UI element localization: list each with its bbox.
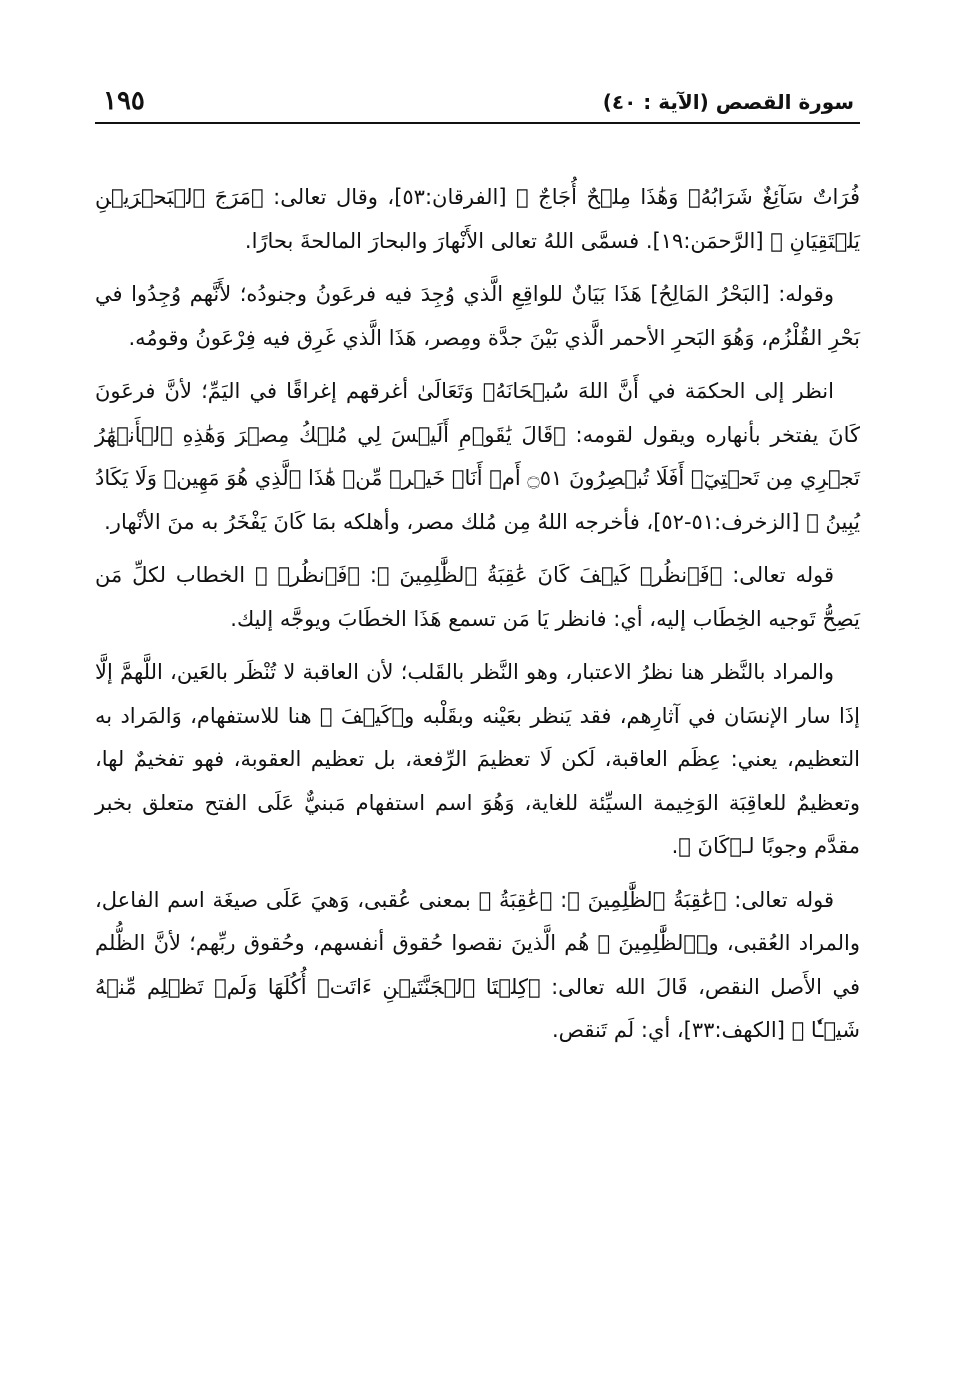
paragraph-3: انظر إلى الحكمَة في أَنَّ اللهَ سُبۡحَانَهُۥ وَتَعَالَىٰ أغرقهم إغراقًا في اليَمِّ؛ لأنَّ فرعَونَ كَانَ يفتخر بأنهاره ويقول لقومه: ﴿قَالَ يَٰقَوۡمِ أَلَيۡسَ لِي مُلۡكُ مِصۡرَ وَهَٰذِهِ ٱلۡأَنۡهَٰرُ تَجۡرِي مِن تَحۡتِيٓۚ أَفَلَا تُبۡصِرُونَ ۝٥١ أَمۡ أَنَا۠ خَيۡرٞ مِّنۡ هَٰذَا ٱلَّذِي هُوَ مَهِينٞ وَلَا يَكَادُ يُبِينُ ﴾ [الزخرف:٥١-٥٢]، فأخرجه اللهُ مِن مُلك مصر، وأهلكه بمَا كَانَ يَفْخَرُ به منَ الأنْهار. xyxy=(95,379,860,534)
paragraph-5: والمراد بالنَّظر هنا نظرُ الاعتبار، وهو النَّظر بالقَلب؛ لأن العاقبة لا تُنْظَر بالعَين، اللَّهمَّ إلَّا إذَا سار الإنسَان في آثارِهم، فقد يَنظر بعَيْنه وبقَلْبه و﴿كَيۡفَ ﴾ هنا للاستفهام، وَالمَراد به التعظيم، يعني: عِظَم العاقبة، لَكن لَا تعظيمَ الرِّفعة، بل تعظيم العقوبة، فهو تفخيمٌ لها، وتعظيمٌ للعاقِبَة الوَخِيمة السيِّئة للغاية، وَهُوَ اسم استفهام مَبنيٌّ عَلَى الفتح متعلق بخبر مقدَّم وجوبًا لـ﴿كَانَ ﴾. xyxy=(95,660,860,858)
paragraph-2: وقوله: [البَحْرُ المَالِحُ] هَذَا بَيَانٌ للواقِعِ الَّذي وُجِدَ فيه فرعَونُ وجنودُه؛ لأَنَّهم وُجِدُوا في بَحْرِ القُلْزُم، وَهُوَ البَحرِ الأحمر الَّذي بَيْنَ جدَّة ومِصر، هَذَا الَّذي غَرِق فيه فِرْعَونُ وقومُه. xyxy=(95,282,860,350)
page-header xyxy=(95,82,860,124)
page-body xyxy=(95,176,860,1053)
running-title: سورة القصص (الآية : ٤٠) xyxy=(602,90,854,114)
paragraph-1: فُرَاتٌ سَآئِغٌ شَرَابُهُۥ وَهَٰذَا مِلۡحٌ أُجَاجٌ ﴾ [الفرقان:٥٣]، وقال تعالى: ﴿مَرَجَ ٱلۡبَحۡرَيۡنِ يَلۡتَقِيَانِ ﴾ [الرَّحمَن:١٩]. فسمَّى اللهُ تعالى الأَنْهارَ والبحارَ المالحةَ بحارًا. xyxy=(95,185,860,253)
paragraph-4: قوله تعالى: ﴿فَٱنظُرۡ كَيۡفَ كَانَ عَٰقِبَةُ ٱلظَّٰلِمِينَ ﴾: ﴿فَٱنظُرۡ ﴾ الخطاب لكلِّ مَن يَصِحُّ تَوجيه الخِطَاب إليه، أي: فانظر يَا مَن تسمع هَذَا الخطَابَ ويوجَّه إليك. xyxy=(95,563,860,631)
paragraph-6: قوله تعالى: ﴿عَٰقِبَةُ ٱلظَّٰلِمِينَ ﴾: ﴿عَٰقِبَةُ ﴾ بمعنى عُقبى، وَهيَ عَلَى صيغَة اسم الفاعل، والمراد العُقبى، و﴿ٱلظَّٰلِمِينَ ﴾ هُم الَّذينَ نقصوا حُقوق أنفسهم، وحُقوق ربِّهم؛ لأنَّ الظُّلم في الأَصل النقص، قَالَ الله تعالى: ﴿كِلۡتَا ٱلۡجَنَّتَيۡنِ ءَاتَتۡ أُكُلَهَا وَلَمۡ تَظۡلِم مِّنۡهُ شَيۡـٔٗا ﴾ [الكهف:٣٣]، أي: لَم تَنقص. xyxy=(95,887,860,1042)
page-number: ١٩٥ xyxy=(103,86,145,116)
